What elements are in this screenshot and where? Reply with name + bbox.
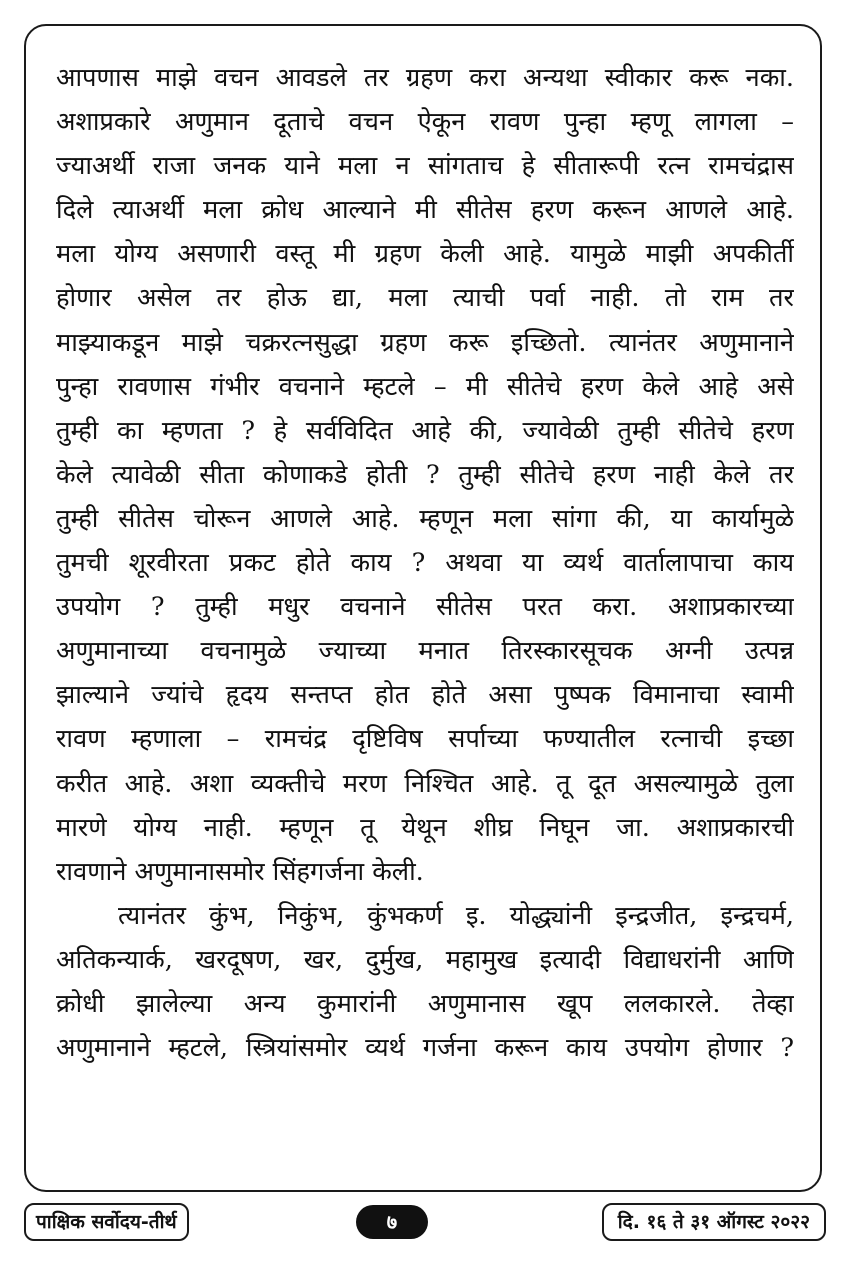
issue-date-label: दि. १६ ते ३१ ऑगस्ट २०२२ bbox=[602, 1203, 826, 1241]
text-line-16: रावण म्हणाला – रामचंद्र दृष्टिविष सर्पाच्या फण्यातील रत्नाची इच्छा bbox=[56, 724, 794, 755]
text-line-23: अणुमानाने म्हटले, स्त्रियांसमोर व्यर्थ गर्जना करून काय उपयोग होणार ? bbox=[56, 1033, 794, 1064]
text-line-7: माझ्याकडून माझे चक्ररत्नसुद्धा ग्रहण करू इच्छितो. त्यानंतर अणुमानाने bbox=[56, 327, 794, 358]
text-line-22: क्रोधी झालेल्या अन्य कुमारांनी अणुमानास खूप ललकारले. तेव्हा bbox=[56, 988, 794, 1019]
text-line-4: दिले त्याअर्थी मला क्रोध आल्याने मी सीतेस हरण करून आणले आहे. bbox=[56, 195, 794, 226]
text-line-20: त्यानंतर कुंभ, निकुंभ, कुंभकर्ण इ. योद्ध्यांनी इन्द्रजीत, इन्द्रचर्म, bbox=[118, 900, 794, 931]
text-line-13: उपयोग ? तुम्ही मधुर वचनाने सीतेस परत करा. अशाप्रकारच्या bbox=[56, 592, 794, 623]
page-frame bbox=[24, 24, 822, 1192]
text-line-5: मला योग्य असणारी वस्तू मी ग्रहण केली आहे. यामुळे माझी अपकीर्ती bbox=[56, 239, 794, 270]
text-line-10: केले त्यावेळी सीता कोणाकडे होती ? तुम्ही सीतेचे हरण नाही केले तर bbox=[56, 459, 794, 490]
text-line-15: झाल्याने ज्यांचे हृदय सन्तप्त होत होते असा पुष्पक विमानाचा स्वामी bbox=[56, 680, 794, 711]
text-line-1: आपणास माझे वचन आवडले तर ग्रहण करा अन्यथा स्वीकार करू नका. bbox=[56, 63, 794, 93]
page-number-badge: ७ bbox=[356, 1205, 428, 1239]
text-line-18: मारणे योग्य नाही. म्हणून तू येथून शीघ्र निघून जा. अशाप्रकारची bbox=[56, 812, 794, 843]
text-line-21: अतिकन्यार्क, खरदूषण, खर, दुर्मुख, महामुख इत्यादी विद्याधरांनी आणि bbox=[56, 944, 794, 975]
text-line-8: पुन्हा रावणास गंभीर वचनाने म्हटले – मी सीतेचे हरण केले आहे असे bbox=[56, 371, 794, 402]
text-line-11: तुम्ही सीतेस चोरून आणले आहे. म्हणून मला सांगा की, या कार्यामुळे bbox=[56, 503, 794, 534]
text-body bbox=[56, 56, 794, 1070]
publication-name-label: पाक्षिक सर्वोदय-तीर्थ bbox=[24, 1203, 189, 1241]
text-line-9: तुम्ही का म्हणता ? हे सर्वविदित आहे की, ज्यावेळी तुम्ही सीतेचे हरण bbox=[56, 415, 794, 446]
text-line-6: होणार असेल तर होऊ द्या, मला त्याची पर्वा नाही. तो राम तर bbox=[56, 283, 794, 314]
text-line-12: तुमची शूरवीरता प्रकट होते काय ? अथवा या व्यर्थ वार्तालापाचा काय bbox=[56, 548, 794, 579]
text-line-14: अणुमानाच्या वचनामुळे ज्याच्या मनात तिरस्कारसूचक अग्नी उत्पन्न bbox=[56, 636, 794, 667]
text-line-2: अशाप्रकारे अणुमान दूताचे वचन ऐकून रावण पुन्हा म्हणू लागला – bbox=[56, 107, 794, 138]
text-line-19: रावणाने अणुमानासमोर सिंहगर्जना केली. bbox=[56, 856, 424, 887]
text-line-3: ज्याअर्थी राजा जनक याने मला न सांगताच हे सीतारूपी रत्न रामचंद्रास bbox=[56, 151, 794, 182]
text-line-17: करीत आहे. अशा व्यक्तीचे मरण निश्चित आहे. तू दूत असल्यामुळे तुला bbox=[56, 768, 794, 799]
